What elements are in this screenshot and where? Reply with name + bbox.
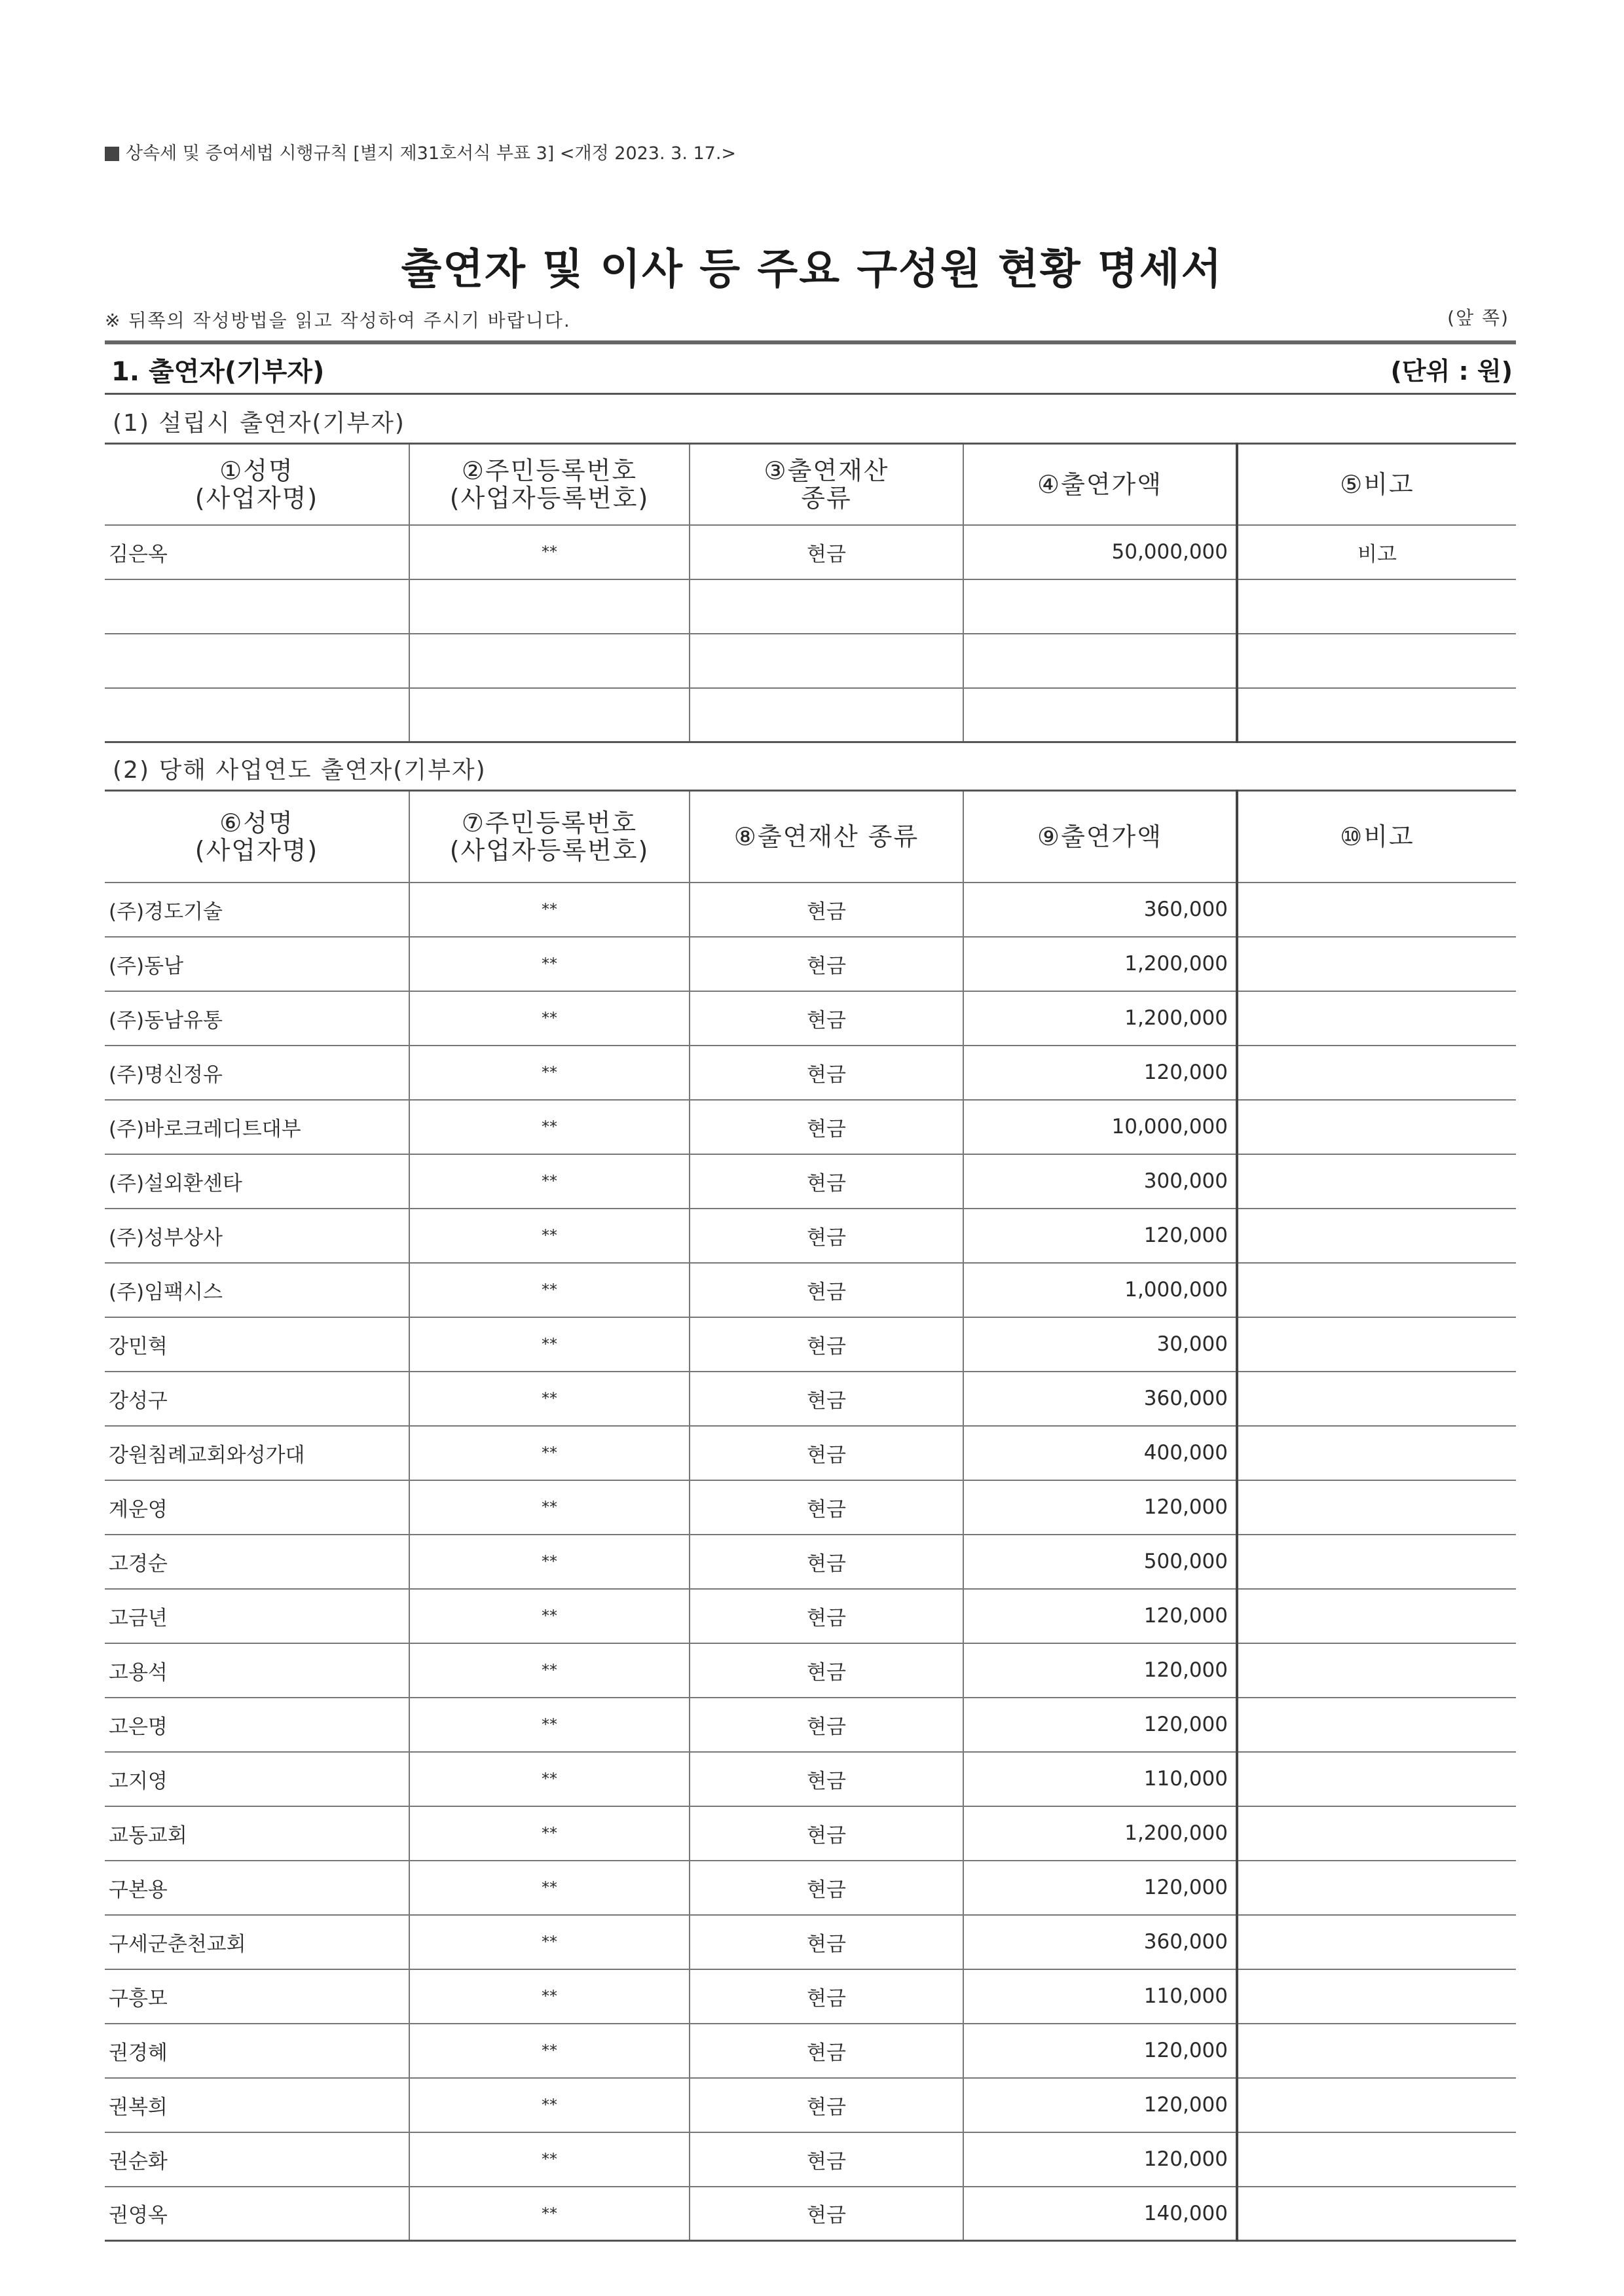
cell-amount: 120,000 (963, 1480, 1237, 1535)
cell-name: 권경혜 (105, 2024, 409, 2078)
cell-remarks (1237, 1698, 1516, 1752)
cell-id-number: ** (409, 1426, 690, 1480)
cell-id-number: ** (409, 1698, 690, 1752)
cell-id-number (409, 579, 690, 634)
header-name-line: (사업자명) (194, 835, 319, 865)
cell-remarks (1237, 1263, 1516, 1317)
cell-asset-type: 현금 (690, 991, 963, 1046)
square-bullet-icon (105, 147, 119, 161)
cell-asset-type: 현금 (690, 1480, 963, 1535)
cell-name: 고금년 (105, 1589, 409, 1643)
table-row (105, 883, 1516, 937)
cell-id-number: ** (409, 2024, 690, 2078)
cell-id-number: ** (409, 1372, 690, 1426)
cell-name: 권영옥 (105, 2187, 409, 2241)
cell-id-number: ** (409, 1969, 690, 2024)
cell-name: (주)경도기술 (105, 883, 409, 937)
cell-asset-type: 현금 (690, 2132, 963, 2187)
cell-amount: 360,000 (963, 883, 1237, 937)
cell-amount: 1,200,000 (963, 1806, 1237, 1861)
cell-remarks (1237, 1861, 1516, 1915)
cell-amount: 140,000 (963, 2187, 1237, 2241)
cell-remarks (1237, 579, 1516, 634)
cell-asset-type (690, 688, 963, 742)
cell-name: 구세군춘천교회 (105, 1915, 409, 1969)
cell-remarks (1237, 1806, 1516, 1861)
cell-name: 권복희 (105, 2078, 409, 2132)
table-row (105, 2024, 1516, 2078)
header-asset-type-line: 종류 (801, 483, 852, 513)
cell-name: (주)동남 (105, 937, 409, 991)
cell-asset-type: 현금 (690, 525, 963, 579)
instruction-note: ※ 뒤쪽의 작성방법을 읽고 작성하여 주시기 바랍니다. (105, 310, 571, 331)
cell-asset-type: 현금 (690, 2024, 963, 2078)
header-remarks (1237, 444, 1516, 525)
cell-remarks (1237, 937, 1516, 991)
cell-amount: 30,000 (963, 1317, 1237, 1372)
cell-amount: 50,000,000 (963, 525, 1237, 579)
table-header-row (105, 791, 1516, 883)
cell-name (105, 579, 409, 634)
table-row (105, 937, 1516, 991)
header-amount (963, 444, 1237, 525)
cell-amount: 1,000,000 (963, 1263, 1237, 1317)
document-title: 출연자 및 이사 등 주요 구성원 현황 명세서 (401, 246, 1223, 294)
cell-remarks (1237, 1209, 1516, 1263)
cell-asset-type: 현금 (690, 1317, 963, 1372)
header-id-number-line: ⑦주민등록번호 (461, 808, 638, 837)
cell-remarks (1237, 1535, 1516, 1589)
table-row (105, 1046, 1516, 1100)
table-2-title: (2) 당해 사업연도 출연자(기부자) (113, 757, 487, 784)
cell-id-number: ** (409, 1154, 690, 1209)
cell-id-number: ** (409, 1317, 690, 1372)
table-row (105, 2132, 1516, 2187)
cell-id-number: ** (409, 1100, 690, 1154)
header-id-number-line: (사업자등록번호) (449, 835, 650, 865)
cell-remarks (1237, 1317, 1516, 1372)
cell-asset-type: 현금 (690, 2187, 963, 2241)
cell-asset-type: 현금 (690, 1861, 963, 1915)
cell-amount: 360,000 (963, 1915, 1237, 1969)
cell-asset-type (690, 579, 963, 634)
header-amount-line: ④출연가액 (1037, 469, 1162, 499)
table-row (105, 579, 1516, 634)
cell-asset-type: 현금 (690, 883, 963, 937)
cell-name: (주)명신정유 (105, 1046, 409, 1100)
cell-id-number: ** (409, 1263, 690, 1317)
table-row (105, 2078, 1516, 2132)
cell-remarks: 비고 (1237, 525, 1516, 579)
cell-remarks (1237, 1643, 1516, 1698)
cell-asset-type: 현금 (690, 2078, 963, 2132)
table-header-row (105, 444, 1516, 525)
header-asset-type-line: ⑧출연재산 종류 (733, 822, 919, 851)
cell-amount: 300,000 (963, 1154, 1237, 1209)
header-id-number (409, 791, 690, 883)
cell-amount: 120,000 (963, 1643, 1237, 1698)
cell-remarks (1237, 1589, 1516, 1643)
page-side-label: (앞 쪽) (1447, 307, 1509, 329)
cell-amount: 120,000 (963, 1209, 1237, 1263)
cell-amount: 120,000 (963, 1046, 1237, 1100)
cell-name: 고지영 (105, 1752, 409, 1806)
cell-amount: 120,000 (963, 2132, 1237, 2187)
header-name-line: ⑥성명 (219, 808, 294, 837)
cell-name: 김은옥 (105, 525, 409, 579)
cell-id-number: ** (409, 1046, 690, 1100)
table-row (105, 1154, 1516, 1209)
table-row (105, 2187, 1516, 2241)
table-row (105, 1317, 1516, 1372)
cell-remarks (1237, 883, 1516, 937)
cell-asset-type: 현금 (690, 1263, 963, 1317)
header-remarks-line: ⑤비고 (1340, 469, 1414, 499)
table-row (105, 1100, 1516, 1154)
cell-id-number: ** (409, 883, 690, 937)
cell-asset-type: 현금 (690, 1915, 963, 1969)
cell-id-number: ** (409, 1861, 690, 1915)
cell-amount: 120,000 (963, 1589, 1237, 1643)
table-row (105, 1861, 1516, 1915)
header-amount-line: ⑨출연가액 (1037, 822, 1162, 851)
cell-amount: 120,000 (963, 2078, 1237, 2132)
cell-id-number: ** (409, 2132, 690, 2187)
header-id-number (409, 444, 690, 525)
cell-id-number: ** (409, 1643, 690, 1698)
cell-asset-type: 현금 (690, 1752, 963, 1806)
cell-id-number: ** (409, 525, 690, 579)
cell-id-number: ** (409, 1752, 690, 1806)
cell-remarks (1237, 1915, 1516, 1969)
cell-id-number: ** (409, 1535, 690, 1589)
header-name-line: ①성명 (219, 456, 294, 485)
cell-asset-type: 현금 (690, 1969, 963, 2024)
cell-id-number: ** (409, 1806, 690, 1861)
top-divider (105, 340, 1516, 344)
cell-name: 강민혁 (105, 1317, 409, 1372)
cell-name: 구흥모 (105, 1969, 409, 2024)
cell-name: (주)임팩시스 (105, 1263, 409, 1317)
header-asset-type (690, 791, 963, 883)
cell-name: 권순화 (105, 2132, 409, 2187)
cell-asset-type: 현금 (690, 1154, 963, 1209)
cell-remarks (1237, 2187, 1516, 2241)
cell-id-number: ** (409, 2078, 690, 2132)
cell-id-number: ** (409, 1209, 690, 1263)
table-row (105, 525, 1516, 579)
cell-remarks (1237, 1969, 1516, 2024)
table-row (105, 1372, 1516, 1426)
table-1-title: (1) 설립시 출연자(기부자) (113, 410, 405, 437)
cell-name: 고경순 (105, 1535, 409, 1589)
cell-remarks (1237, 634, 1516, 688)
cell-asset-type: 현금 (690, 1535, 963, 1589)
table-row (105, 1426, 1516, 1480)
cell-name: 교동교회 (105, 1806, 409, 1861)
cell-amount: 10,000,000 (963, 1100, 1237, 1154)
cell-amount: 120,000 (963, 1861, 1237, 1915)
header-name (105, 444, 409, 525)
cell-amount: 1,200,000 (963, 937, 1237, 991)
table-row (105, 1752, 1516, 1806)
cell-remarks (1237, 2078, 1516, 2132)
cell-name (105, 634, 409, 688)
form-reference (105, 139, 736, 164)
cell-amount (963, 634, 1237, 688)
cell-remarks (1237, 1752, 1516, 1806)
cell-amount: 1,200,000 (963, 991, 1237, 1046)
cell-id-number: ** (409, 1915, 690, 1969)
cell-amount (963, 688, 1237, 742)
cell-amount: 500,000 (963, 1535, 1237, 1589)
cell-name: 계운영 (105, 1480, 409, 1535)
header-asset-type (690, 444, 963, 525)
table-row (105, 1480, 1516, 1535)
cell-asset-type: 현금 (690, 1209, 963, 1263)
cell-remarks (1237, 2132, 1516, 2187)
table-row (105, 1535, 1516, 1589)
cell-id-number: ** (409, 1589, 690, 1643)
cell-remarks (1237, 1046, 1516, 1100)
cell-asset-type: 현금 (690, 1100, 963, 1154)
cell-asset-type (690, 634, 963, 688)
cell-amount: 120,000 (963, 2024, 1237, 2078)
cell-id-number: ** (409, 991, 690, 1046)
header-remarks (1237, 791, 1516, 883)
cell-amount: 360,000 (963, 1372, 1237, 1426)
cell-id-number (409, 688, 690, 742)
header-name (105, 791, 409, 883)
cell-asset-type: 현금 (690, 1589, 963, 1643)
cell-name: 고용석 (105, 1643, 409, 1698)
cell-id-number (409, 634, 690, 688)
table-row (105, 1209, 1516, 1263)
cell-name: 강성구 (105, 1372, 409, 1426)
form-reference-text: 상속세 및 증여세법 시행규칙 [별지 제31호서식 부표 3] <개정 2023. 3. 17.> (126, 143, 737, 164)
cell-remarks (1237, 1426, 1516, 1480)
table-row (105, 1698, 1516, 1752)
section-1-divider (105, 393, 1516, 395)
cell-remarks (1237, 991, 1516, 1046)
cell-name: (주)동남유통 (105, 991, 409, 1046)
cell-name: (주)설외환센타 (105, 1154, 409, 1209)
cell-id-number: ** (409, 937, 690, 991)
cell-asset-type: 현금 (690, 1698, 963, 1752)
header-id-number-line: ②주민등록번호 (461, 456, 638, 485)
cell-amount: 110,000 (963, 1969, 1237, 2024)
table-row (105, 1589, 1516, 1643)
section-1-title: 1. 출연자(기부자) (111, 357, 325, 387)
cell-asset-type: 현금 (690, 1046, 963, 1100)
table-row (105, 1915, 1516, 1969)
table-row (105, 1643, 1516, 1698)
cell-remarks (1237, 688, 1516, 742)
cell-name: 고은명 (105, 1698, 409, 1752)
cell-id-number: ** (409, 1480, 690, 1535)
founding-donors-table (105, 443, 1516, 743)
table-row (105, 1806, 1516, 1861)
unit-label: (단위 : 원) (1390, 357, 1513, 386)
cell-asset-type: 현금 (690, 937, 963, 991)
header-amount (963, 791, 1237, 883)
cell-remarks (1237, 1100, 1516, 1154)
cell-name: (주)바로크레디트대부 (105, 1100, 409, 1154)
cell-id-number: ** (409, 2187, 690, 2241)
table-row (105, 991, 1516, 1046)
header-asset-type-line: ③출연재산 (764, 456, 889, 485)
table-row (105, 688, 1516, 742)
header-name-line: (사업자명) (194, 483, 319, 513)
header-remarks-line: ⑩비고 (1340, 822, 1414, 851)
cell-amount: 400,000 (963, 1426, 1237, 1480)
cell-remarks (1237, 2024, 1516, 2078)
cell-name (105, 688, 409, 742)
cell-amount: 110,000 (963, 1752, 1237, 1806)
cell-amount (963, 579, 1237, 634)
cell-name: 강원침례교회와성가대 (105, 1426, 409, 1480)
table-row (105, 1969, 1516, 2024)
table-row (105, 1263, 1516, 1317)
cell-remarks (1237, 1154, 1516, 1209)
current-year-donors-table (105, 790, 1516, 2242)
cell-asset-type: 현금 (690, 1372, 963, 1426)
cell-asset-type: 현금 (690, 1806, 963, 1861)
cell-name: 구본용 (105, 1861, 409, 1915)
cell-remarks (1237, 1372, 1516, 1426)
cell-remarks (1237, 1480, 1516, 1535)
cell-amount: 120,000 (963, 1698, 1237, 1752)
cell-asset-type: 현금 (690, 1643, 963, 1698)
table-row (105, 634, 1516, 688)
cell-asset-type: 현금 (690, 1426, 963, 1480)
header-id-number-line: (사업자등록번호) (449, 483, 650, 513)
cell-name: (주)성부상사 (105, 1209, 409, 1263)
